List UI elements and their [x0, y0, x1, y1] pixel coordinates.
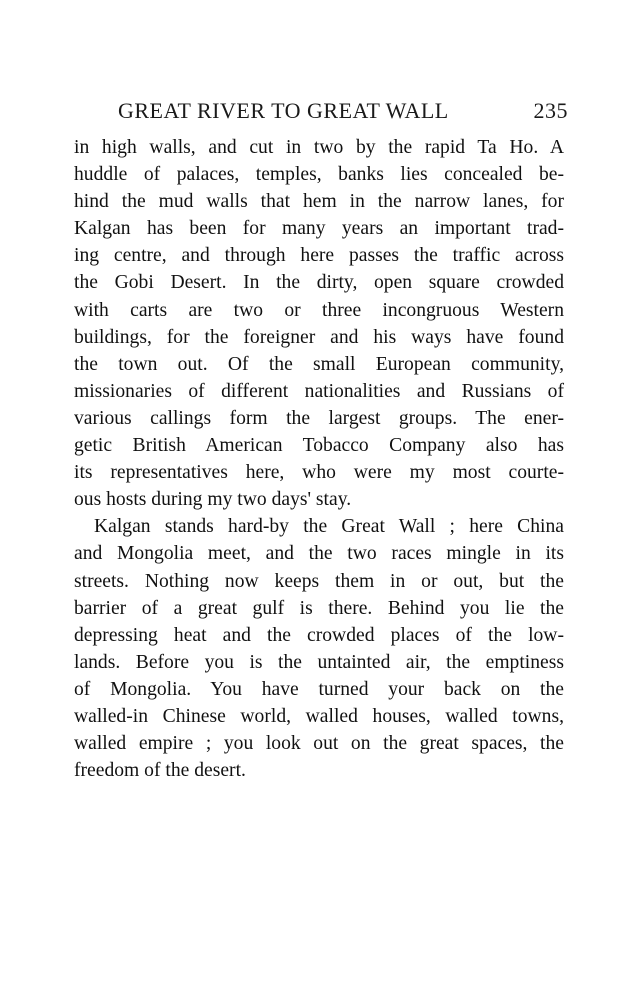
text-line: the town out. Of the small European community, [74, 353, 564, 375]
text-line: the Gobi Desert. In the dirty, open square crowded [74, 272, 564, 294]
text-line: lands. Before you is the untainted air, the emptiness [74, 651, 564, 673]
body-text [74, 134, 564, 784]
text-line: huddle of palaces, temples, banks lies concealed be- [74, 164, 564, 186]
text-line: depressing heat and the crowded places of the low- [74, 624, 564, 646]
text-line: barrier of a great gulf is there. Behind you lie the [74, 597, 564, 619]
text-line: freedom of the desert. [74, 760, 246, 782]
text-line: its representatives here, who were my most courte- [74, 462, 564, 484]
text-line: various callings form the largest groups. The ener- [74, 407, 564, 429]
running-head [118, 98, 568, 124]
paragraph-2 [74, 513, 564, 784]
text-line: in high walls, and cut in two by the rapid Ta Ho. A [74, 137, 564, 158]
text-line: getic British American Tobacco Company also has [74, 435, 564, 457]
text-line: streets. Nothing now keeps them in or out, but the [74, 570, 564, 592]
text-line: of Mongolia. You have turned your back on the [74, 678, 564, 700]
page-number: 235 [533, 98, 568, 123]
text-line: ing centre, and through here passes the traffic across [74, 245, 564, 267]
running-head-title: GREAT RIVER TO GREAT WALL [118, 98, 449, 123]
text-line: ous hosts during my two days' stay. [74, 489, 352, 511]
text-line: missionaries of different nationalities and Russians of [74, 380, 564, 402]
text-line: buildings, for the foreigner and his ways have found [74, 326, 564, 348]
paragraph-1 [74, 134, 564, 513]
text-line: walled empire ; you look out on the great spaces, the [74, 733, 564, 755]
text-line: walled-in Chinese world, walled houses, walled towns, [74, 705, 564, 727]
text-line: hind the mud walls that hem in the narrow lanes, for [74, 191, 564, 213]
text-line: Kalgan has been for many years an important trad- [74, 218, 564, 240]
text-line: Kalgan stands hard-by the Great Wall ; here China [94, 516, 564, 538]
text-line: and Mongolia meet, and the two races mingle in its [74, 543, 564, 565]
text-line: with carts are two or three incongruous Western [74, 299, 564, 321]
